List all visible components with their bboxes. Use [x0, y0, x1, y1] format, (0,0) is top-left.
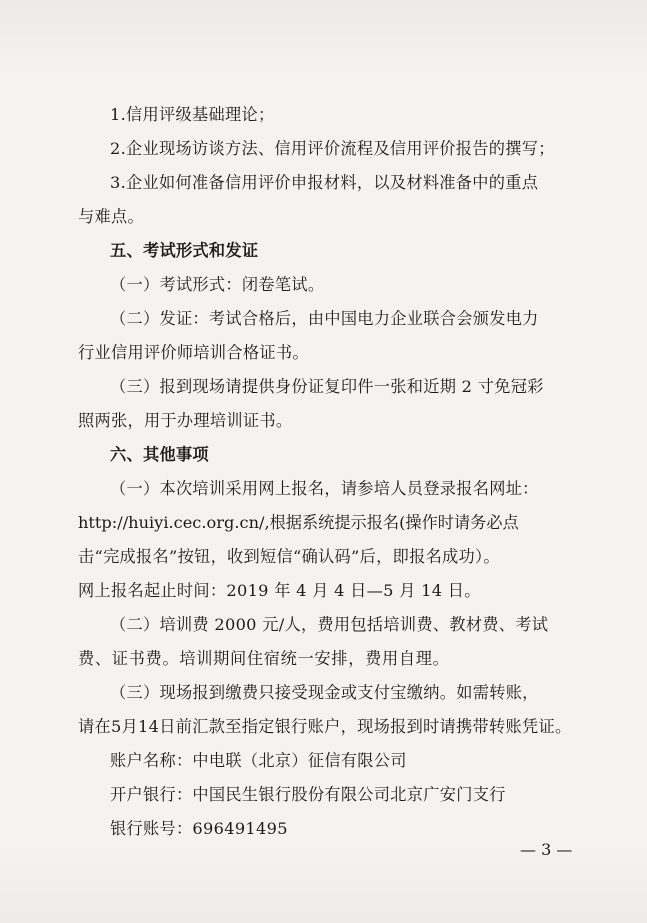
registration-confirmation-line: 击“完成报名”按钮，收到短信“确认码”后，即报名成功）。 [78, 547, 500, 566]
bank-name: 开户银行：中国民生银行股份有限公司北京广安门支行 [110, 785, 506, 804]
payment-method: （三）现场报到缴费只接受现金或支付宝缴纳。如需转账， [110, 683, 539, 702]
training-fee-continued: 费、证书费。培训期间住宿统一安排，费用自理。 [78, 649, 450, 668]
training-fee: （二）培训费 2000 元/人，费用包括培训费、教材费、考试 [110, 615, 549, 634]
exam-format: （一）考试形式：闭卷笔试。 [110, 275, 325, 294]
certificate-issue-continued: 行业信用评价师培训合格证书。 [78, 343, 309, 362]
training-item-3: 3.企业如何准备信用评价申报材料，以及材料准备中的重点 [110, 173, 539, 192]
section-exam-heading: 五、考试形式和发证 [110, 241, 259, 260]
online-registration: （一）本次培训采用网上报名，请参培人员登录报名网址： [110, 479, 539, 498]
payment-deadline: 请在5月14日前汇款至指定银行账户，现场报到时请携带转账凭证。 [78, 717, 572, 736]
page-number: — 3 — [520, 840, 573, 859]
training-item-2: 2.企业现场访谈方法、信用评价流程及信用评价报告的撰写； [110, 139, 555, 158]
training-item-1: 1.信用评级基础理论； [110, 105, 275, 124]
account-number: 银行账号：696491495 [110, 819, 288, 838]
training-item-3-continued: 与难点。 [78, 207, 144, 226]
certificate-issue: （二）发证：考试合格后，由中国电力企业联合会颁发电力 [110, 309, 539, 328]
document-body [78, 98, 598, 846]
account-name: 账户名称：中电联（北京）征信有限公司 [110, 751, 407, 770]
registration-documents: （三）报到现场请提供身份证复印件一张和近期 2 寸免冠彩 [110, 377, 544, 396]
registration-period: 网上报名起止时间：2019 年 4 月 4 日—5 月 14 日。 [78, 581, 481, 600]
registration-url-line: http://huiyi.cec.org.cn/,根据系统提示报名(操作时请务必点 [78, 513, 519, 532]
section-other-heading: 六、其他事项 [110, 445, 209, 464]
registration-documents-continued: 照两张，用于办理培训证书。 [78, 411, 293, 430]
